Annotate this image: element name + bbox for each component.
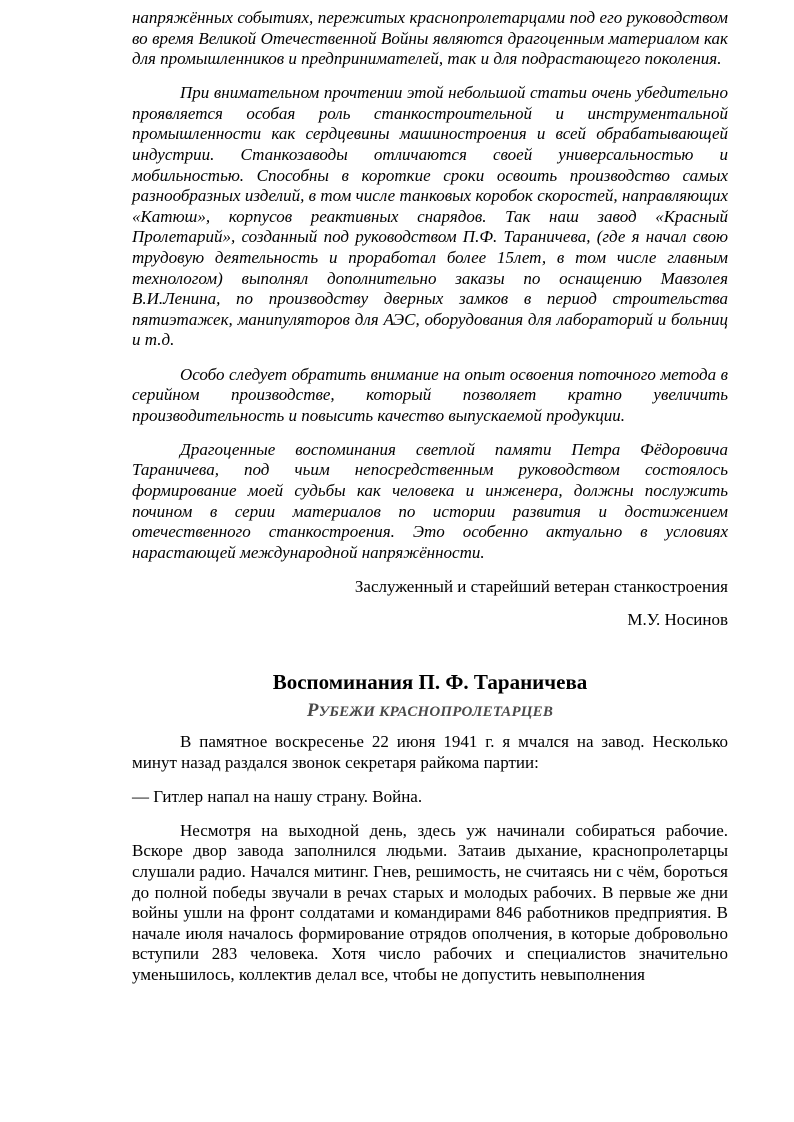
intro-paragraph-1: напряжённых событиях, пережитых краснопролетарцами под его руководством во время Великой Отечественной Войны являются драгоценным материалом как для промышленников и предпринимателей, так и для подрастающего поколения.: [132, 8, 728, 69]
document-page: [132, 8, 728, 999]
intro-paragraph-3: Особо следует обратить внимание на опыт освоения поточного метода в серийном производстве, который позволяет кратно увеличить производительность и повысить качество выпускаемой продукции.: [132, 364, 728, 425]
story-title: Воспоминания П. Ф. Тараничева: [272, 670, 588, 695]
intro-paragraph-2: При внимательном прочтении этой небольшой статьи очень убедительно проявляется особая роль станкостроительной и инструментальной промышленности как сердцевины машиностроения и всей обрабатывающей индустрии. Станкозаводы отличаются своей универсальностью и мобильностью. Способны в короткие сроки освоить производство самых разнообразных изделий, в том числе танковых коробок скоростей, направляющих «Катюш», корпусов реактивных снарядов. Так наш завод «Красный Пролетарий», созданный под руководством П.Ф. Тараничева, (где я начал свою трудовую деятельность и проработал более 15лет, в том числе главным технологом) выполнял дополнительно заказы по оснащению Мавзолея В.И.Ленина, по производству дверных замков в период строительства пятиэтажек, манипуляторов для АЭС, оборудования для лабораторий и больниц и т.д.: [132, 83, 728, 350]
story-paragraph-2: — Гитлер напал на нашу страну. Война.: [132, 786, 423, 806]
signature-name: М.У. Носинов: [627, 610, 728, 630]
story-section: [132, 732, 728, 986]
intro-paragraph-4: Драгоценные воспоминания светлой памяти Петра Фёдоровича Тараничева, под чьим непосредственным руководством состоялось формирование моей судьбы как человека и инженера, должны послужить почином в серии материалов по истории развития и достижением отечественного станкостроения. Это особенно актуально в условиях нарастающей международной напряжённости.: [132, 439, 728, 562]
story-subtitle-rest: УБЕЖИ КРАСНОПРОЛЕТАРЦЕВ: [318, 704, 554, 721]
story-subtitle-initial: Р: [306, 700, 319, 722]
intro-section: [132, 8, 728, 631]
story-paragraph-1: В памятное воскресенье 22 июня 1941 г. я мчался на завод. Несколько минут назад раздался звонок секретаря райкома партии:: [132, 732, 728, 772]
signature-role: Заслуженный и старейший ветеран станкостроения: [354, 576, 728, 596]
story-paragraph-3: Несмотря на выходной день, здесь уж начинали собираться рабочие. Вскоре двор завода заполнился людьми. Затаив дыхание, краснопролетарцы слушали радио. Начался митинг. Гнев, решимость, не считаясь ни с чём, бороться до полной победы звучали в речах старых и молодых рабочих. В первые же дни войны ушли на фронт солдатами и командирами 846 работников предприятия. В начале июля началось формирование отрядов ополчения, в которые добровольно вступили 283 человека. Хотя число рабочих и специалистов значительно уменьшилось, коллектив делал все, чтобы не допустить невыполнения: [132, 820, 728, 984]
story-subtitle: [132, 701, 728, 722]
